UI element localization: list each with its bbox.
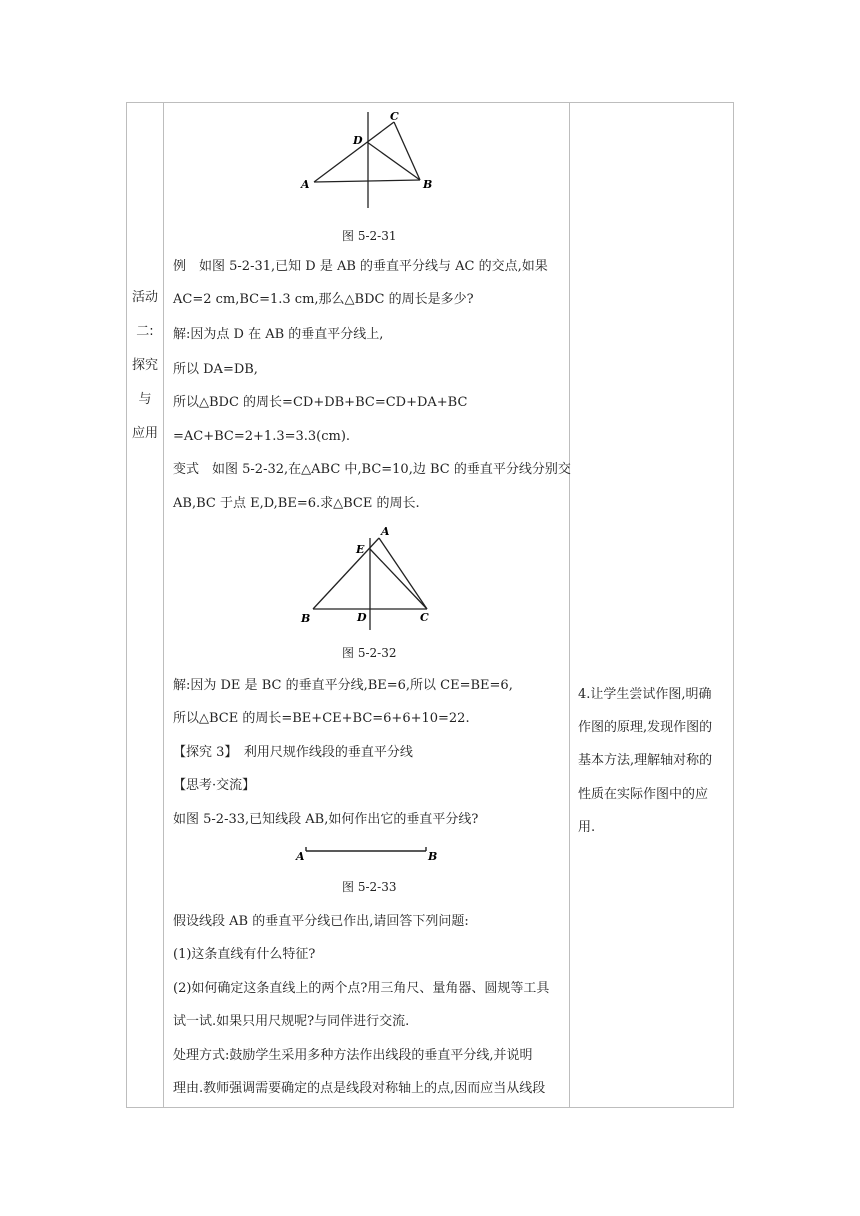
question-text: 试一试.如果只用尺规呢?与同伴进行交流. bbox=[173, 1014, 410, 1029]
solution-text: 所以△BDC 的周长=CD+DB+BC=CD+DA+BC bbox=[173, 395, 468, 410]
activity-label-line: 与 bbox=[138, 392, 152, 407]
variant-text: AB,BC 于点 E,D,BE=6.求△BCE 的周长. bbox=[173, 496, 420, 511]
activity-label-line: 探究 bbox=[131, 358, 158, 373]
segment-ba bbox=[313, 538, 379, 609]
point-label-b: B bbox=[301, 612, 311, 625]
point-label-c: C bbox=[390, 110, 399, 123]
example-text: AC=2 cm,BC=1.3 cm,那么△BDC 的周长是多少? bbox=[173, 292, 474, 307]
solution-text: 所以 DA=DB, bbox=[173, 362, 258, 377]
figure-caption: 图 5-2-31 bbox=[342, 229, 397, 243]
question-text: (1)这条直线有什么特征? bbox=[173, 947, 316, 962]
solution-text: 解:因为点 D 在 AB 的垂直平分线上, bbox=[173, 327, 384, 342]
point-label-a: A bbox=[296, 850, 305, 863]
variant-text: 变式 如图 5-2-32,在△ABC 中,BC=10,边 BC 的垂直平分线分别交 bbox=[173, 462, 571, 477]
design-note-line: 性质在实际作图中的应 bbox=[578, 787, 709, 802]
figure-5-2-31 bbox=[290, 104, 440, 214]
design-note-line: 基本方法,理解轴对称的 bbox=[578, 753, 713, 768]
column-divider bbox=[163, 103, 164, 1107]
activity-label-line: 应用 bbox=[131, 426, 158, 441]
activity-column bbox=[127, 103, 163, 1107]
design-note-line: 用. bbox=[578, 820, 596, 835]
question-text: (2)如何确定这条直线上的两个点?用三角尺、量角器、圆规等工具 bbox=[173, 981, 550, 996]
figure-5-2-32 bbox=[295, 520, 445, 632]
section-heading: 【思考·交流】 bbox=[173, 778, 256, 793]
question-text: 如图 5-2-33,已知线段 AB,如何作出它的垂直平分线? bbox=[173, 812, 479, 827]
solution-text: 解:因为 DE 是 BC 的垂直平分线,BE=6,所以 CE=BE=6, bbox=[173, 678, 513, 693]
figure-caption: 图 5-2-33 bbox=[342, 880, 397, 894]
figure-5-2-33 bbox=[292, 842, 442, 864]
design-note-line: 4.让学生尝试作图,明确 bbox=[578, 687, 712, 702]
design-note-line: 作图的原理,发现作图的 bbox=[578, 720, 713, 735]
solution-text: =AC+BC=2+1.3=3.3(cm). bbox=[173, 429, 351, 444]
example-text: 例 如图 5-2-31,已知 D 是 AB 的垂直平分线与 AC 的交点,如果 bbox=[173, 259, 548, 274]
figure-caption: 图 5-2-32 bbox=[342, 646, 397, 660]
activity-label-line: 二: bbox=[136, 324, 154, 339]
activity-label bbox=[127, 281, 163, 451]
segment-ec bbox=[370, 549, 427, 609]
method-text: 处理方式:鼓励学生采用多种方法作出线段的垂直平分线,并说明 bbox=[173, 1048, 533, 1063]
point-label-d: D bbox=[353, 134, 363, 147]
point-label-d: D bbox=[357, 611, 367, 624]
point-label-e: E bbox=[356, 543, 365, 556]
point-label-c: C bbox=[420, 611, 429, 624]
point-label-b: B bbox=[423, 178, 433, 191]
point-label-a: A bbox=[381, 525, 390, 538]
point-label-a: A bbox=[301, 178, 310, 191]
column-divider bbox=[569, 103, 570, 1107]
segment-ac bbox=[379, 538, 427, 609]
point-label-b: B bbox=[428, 850, 438, 863]
activity-label-line: 活动 bbox=[131, 290, 158, 305]
segment-ab bbox=[314, 180, 420, 182]
section-heading: 【探究 3】 利用尺规作线段的垂直平分线 bbox=[173, 745, 413, 760]
method-text: 理由.教师强调需要确定的点是线段对称轴上的点,因而应当从线段 bbox=[173, 1081, 546, 1096]
question-text: 假设线段 AB 的垂直平分线已作出,请回答下列问题: bbox=[173, 914, 469, 929]
solution-text: 所以△BCE 的周长=BE+CE+BC=6+6+10=22. bbox=[173, 711, 470, 726]
